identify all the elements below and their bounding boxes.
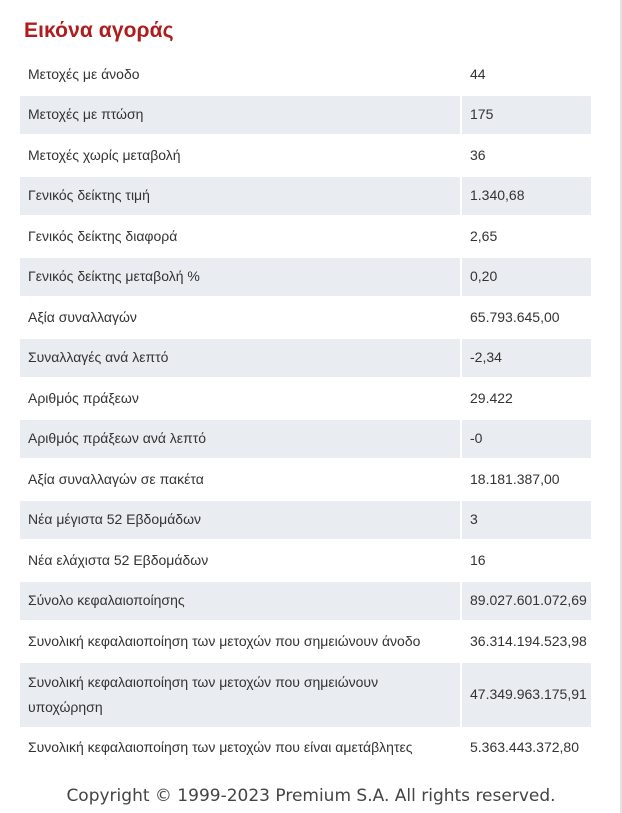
market-table-container bbox=[18, 53, 593, 769]
row-label: Νέα μέγιστα 52 Εβδομάδων bbox=[19, 500, 461, 541]
row-value: 1.340,68 bbox=[461, 176, 592, 217]
row-label: Μετοχές χωρίς μεταβολή bbox=[19, 135, 461, 176]
row-label: Σύνολο κεφαλαιοποίησης bbox=[19, 581, 461, 622]
row-value: 16 bbox=[461, 540, 592, 581]
table-row bbox=[19, 419, 592, 460]
table-row bbox=[19, 378, 592, 419]
row-value: 3 bbox=[461, 500, 592, 541]
table-row bbox=[19, 95, 592, 136]
market-overview-table bbox=[18, 53, 593, 769]
row-label: Νέα ελάχιστα 52 Εβδομάδων bbox=[19, 540, 461, 581]
row-value: 65.793.645,00 bbox=[461, 297, 592, 338]
table-row bbox=[19, 54, 592, 95]
row-value: 18.181.387,00 bbox=[461, 459, 592, 500]
table-row bbox=[19, 459, 592, 500]
row-label: Αξία συναλλαγών σε πακέτα bbox=[19, 459, 461, 500]
row-label: Γενικός δείκτης τιμή bbox=[19, 176, 461, 217]
row-label: Γενικός δείκτης μεταβολή % bbox=[19, 257, 461, 298]
copyright-footer: Copyright © 1999-2023 Premium S.A. All rights reserved. bbox=[66, 786, 556, 806]
row-value: 89.027.601.072,69 bbox=[461, 581, 592, 622]
row-value: 175 bbox=[461, 95, 592, 136]
row-value: 29.422 bbox=[461, 378, 592, 419]
table-row bbox=[19, 216, 592, 257]
market-table-body bbox=[19, 54, 592, 768]
section-title: Εικόνα αγοράς bbox=[24, 19, 174, 42]
row-value: 5.363.443.372,80 bbox=[461, 728, 592, 769]
table-row bbox=[19, 257, 592, 298]
table-row bbox=[19, 728, 592, 769]
row-value: 44 bbox=[461, 54, 592, 95]
row-label: Συνολική κεφαλαιοποίηση των μετοχών που είναι αμετάβλητες bbox=[19, 728, 461, 769]
row-label: Αριθμός πράξεων bbox=[19, 378, 461, 419]
row-label: Συνολική κεφαλαιοποίηση των μετοχών που σημειώνουν άνοδο bbox=[19, 621, 461, 662]
row-value: 0,20 bbox=[461, 257, 592, 298]
table-row bbox=[19, 176, 592, 217]
row-value: 47.349.963.175,91 bbox=[461, 662, 592, 728]
row-label: Γενικός δείκτης διαφορά bbox=[19, 216, 461, 257]
table-row bbox=[19, 621, 592, 662]
table-row bbox=[19, 581, 592, 622]
table-row bbox=[19, 500, 592, 541]
row-value: 36 bbox=[461, 135, 592, 176]
row-value: -0 bbox=[461, 419, 592, 460]
table-row bbox=[19, 662, 592, 728]
row-label: Αξία συναλλαγών bbox=[19, 297, 461, 338]
row-value: -2,34 bbox=[461, 338, 592, 379]
row-label: Αριθμός πράξεων ανά λεπτό bbox=[19, 419, 461, 460]
row-label: Μετοχές με άνοδο bbox=[19, 54, 461, 95]
table-row bbox=[19, 135, 592, 176]
row-value: 2,65 bbox=[461, 216, 592, 257]
row-label: Συναλλαγές ανά λεπτό bbox=[19, 338, 461, 379]
table-row bbox=[19, 540, 592, 581]
table-row bbox=[19, 338, 592, 379]
row-label: Συνολική κεφαλαιοποίηση των μετοχών που σημειώνουν υποχώρηση bbox=[19, 662, 461, 728]
table-row bbox=[19, 297, 592, 338]
row-value: 36.314.194.523,98 bbox=[461, 621, 592, 662]
row-label: Μετοχές με πτώση bbox=[19, 95, 461, 136]
